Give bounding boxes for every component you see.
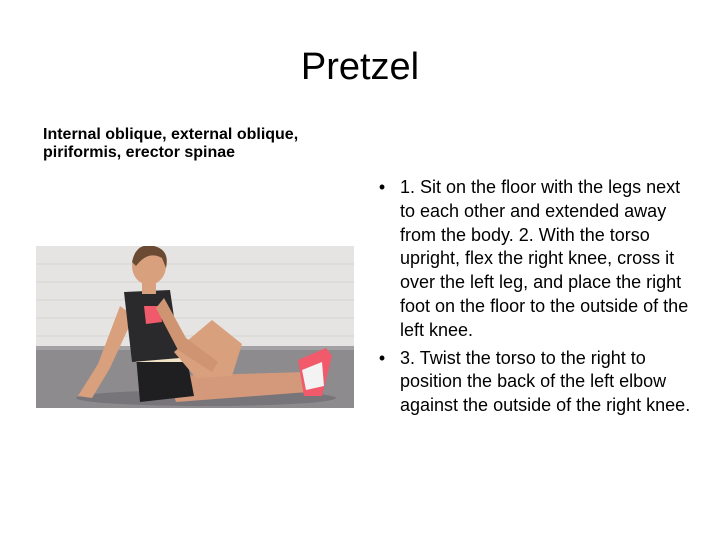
list-item — [372, 176, 692, 343]
exercise-photo — [36, 246, 354, 408]
instruction-text: 3. Twist the torso to the right to position the back of the left elbow against the outside of the right knee. — [400, 347, 691, 416]
instruction-list — [372, 176, 692, 422]
instruction-text: 1. Sit on the floor with the legs next to each other and extended away from the body. 2. With the torso upright, flex the right knee, cross it over the left leg, and place the right foot on the floor to the outside of the left knee. — [400, 177, 689, 340]
bullet-marker: • — [378, 347, 386, 368]
list-item — [372, 347, 692, 418]
muscles-subtitle: Internal oblique, external oblique, piriformis, erector spinae — [43, 126, 299, 161]
exercise-photo-illustration — [36, 246, 354, 408]
slide-title: Pretzel — [300, 46, 420, 88]
bullet-marker: • — [378, 177, 386, 197]
